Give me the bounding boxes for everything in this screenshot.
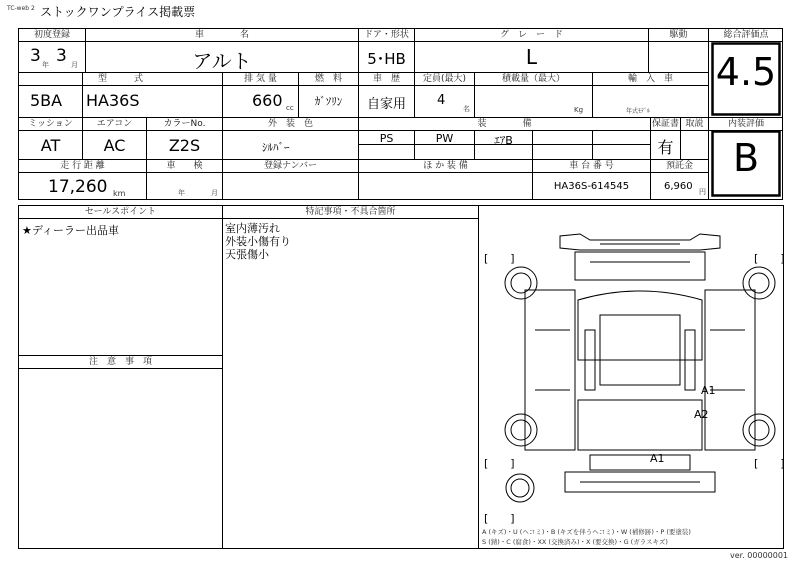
exterior-color-label: 外 装 色	[267, 119, 313, 129]
bracket-front-right: [ ]	[754, 252, 785, 265]
inspection-label: 車 検	[166, 161, 203, 171]
chassis-number: HA36S-614545	[553, 181, 630, 192]
car-name-label: 車 名	[194, 30, 249, 40]
fuel: ｶﾞｿﾘﾝ	[314, 95, 343, 108]
yen-unit: 円	[699, 188, 706, 196]
displacement-label: 排 気 量	[244, 74, 277, 84]
equipment-label: 装 備	[477, 119, 532, 129]
grade-label: グ レ ー ド	[499, 30, 563, 40]
km-unit: km	[113, 189, 126, 198]
manual-label: 取説	[685, 119, 704, 129]
capacity-label: 定員(最大)	[422, 74, 467, 84]
bracket-front-left: [ ]	[484, 252, 515, 265]
first-reg-month: 3	[56, 46, 67, 66]
mission: AT	[40, 136, 61, 155]
door-type: 5･HB	[367, 50, 406, 68]
interior-score-label: 内装評価	[727, 119, 764, 129]
mileage: 17,260	[48, 177, 108, 197]
overall-score: 4.5	[715, 50, 777, 94]
bracket-bottom: [ ]	[484, 512, 515, 525]
brand-logo: TC-web 2	[7, 5, 35, 12]
special-notes-label: 特記事項・不具合箇所	[305, 207, 396, 217]
capacity: 4	[437, 93, 446, 108]
interior-score: B	[732, 136, 760, 180]
mission-label: ミッション	[28, 119, 73, 129]
color-no: Z2S	[168, 136, 201, 155]
grade: L	[525, 45, 538, 69]
caution-label: 注 意 事 項	[88, 357, 152, 367]
damage-mark: A1	[701, 384, 716, 397]
model-prefix: 5BA	[30, 91, 63, 110]
overall-score-label: 総合評価点	[723, 30, 769, 40]
equip-pw: PW	[435, 132, 454, 145]
model: HA36S	[86, 91, 140, 110]
sales-point-item: ★ディーラー出品車	[22, 224, 119, 237]
month-unit: 月	[71, 61, 78, 69]
displacement: 660	[252, 91, 283, 110]
load-label: 積載量（最大）	[501, 74, 565, 84]
special-note-item: 室内薄汚れ	[225, 222, 280, 235]
exterior-color: ｼﾙﾊﾞｰ	[262, 141, 290, 154]
color-no-label: カラーNo.	[163, 119, 206, 129]
damage-mark: A1	[650, 452, 665, 465]
cc-unit: cc	[286, 104, 294, 112]
inspection-month-unit: 月	[211, 189, 218, 197]
mileage-label: 走 行 距 離	[60, 161, 105, 171]
model-label: 型 式	[97, 74, 143, 84]
sales-point-label: セールスポイント	[84, 207, 157, 217]
damage-mark: A2	[694, 408, 709, 421]
special-note-item: 天張傷小	[225, 248, 269, 261]
usage-label: 車 歴	[372, 74, 400, 84]
kg-unit: Kg	[574, 106, 584, 114]
price: 6,960	[664, 181, 693, 192]
first-reg-label: 初度登録	[33, 30, 70, 40]
drive-label: 駆動	[669, 30, 688, 40]
bracket-rear-right: [ ]	[754, 457, 785, 470]
year-model-unit: 年式ﾓﾃﾞﾙ	[626, 108, 651, 115]
equip-airbag: ｴｱB	[494, 134, 513, 147]
inspection-year-unit: 年	[178, 189, 185, 197]
special-note-item: 外装小傷有り	[225, 235, 291, 248]
page-title: ストックワンプライス掲載票	[40, 5, 196, 19]
year-unit: 年	[42, 61, 49, 69]
fuel-label: 燃 料	[314, 74, 342, 84]
reg-number-label: 登録ナンバー	[264, 161, 317, 171]
other-equipment-label: ほ か 装 備	[423, 161, 468, 171]
door-type-label: ドア・形状	[364, 30, 409, 40]
bracket-rear-left: [ ]	[484, 457, 515, 470]
warranty: 有	[657, 138, 674, 157]
price-label: 預託金	[665, 161, 693, 171]
equip-ps: PS	[379, 132, 394, 145]
aircon-label: エアコン	[96, 119, 133, 129]
seats-unit: 名	[463, 105, 470, 113]
usage: 自家用	[366, 97, 406, 112]
warranty-label: 保証書	[651, 119, 679, 129]
version-label: ver. 00000001	[730, 551, 789, 560]
first-reg-year: 3	[30, 46, 41, 66]
car-name: アルト	[192, 49, 252, 73]
aircon: AC	[103, 136, 126, 155]
legend-line-2: S (錆)・C (腐食)・XX (交換済み)・X (要交換)・G (ガラスキズ)	[482, 538, 668, 546]
import-label: 輸 入 車	[627, 74, 673, 84]
legend-line-1: A (キズ)・U (ヘコミ)・B (キズを伴うヘコミ)・W (補修跡)・P (要塗装)	[482, 528, 691, 536]
chassis-number-label: 車 台 番 号	[569, 161, 614, 171]
